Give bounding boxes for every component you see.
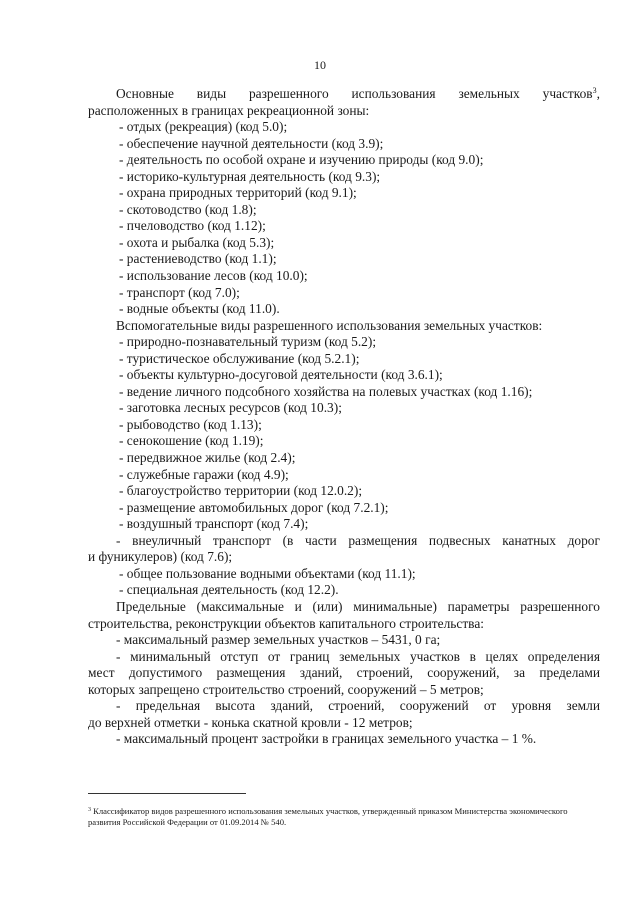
list-item: - скотоводство (код 1.8); [119,201,257,217]
list-item: - водные объекты (код 11.0). [119,301,280,317]
document-body [88,86,600,748]
list-item-continuation: и фуникулеров) (код 7.6); [88,549,233,565]
limits-heading: Предельные (максимальные и (или) минимальные) параметры разрешенного [116,598,600,614]
list-item: - рыбоводство (код 1.13); [119,416,262,432]
list-item: - историко-культурная деятельность (код 9.3); [119,168,381,184]
list-item: - пчеловодство (код 1.12); [119,218,266,234]
list-item: - объекты культурно-досуговой деятельности (код 3.6.1); [119,367,443,383]
list-item: - передвижное жилье (код 2.4); [119,450,296,466]
limits-heading-continuation: строительства, реконструкции объектов капитального строительства: [88,615,484,631]
intro-paragraph [88,86,600,103]
footnote-mark: 3 [88,807,91,813]
list-item: - воздушный транспорт (код 7.4); [119,516,309,532]
footnote-divider [88,793,246,794]
intro-continuation: расположенных в границах рекреационной зоны: [88,102,370,118]
list-item: - отдых (рекреация) (код 5.0); [119,119,288,135]
page-number: 10 [314,58,326,72]
intro-trail: , [596,86,600,101]
main-uses-list [88,119,600,318]
limit-indent-line2: мест допустимого размещения зданий, строений, сооружений, за пределами [88,665,600,681]
list-item: - размещение автомобильных дорог (код 7.2.1); [119,499,389,515]
list-item: - общее пользование водными объектами (код 11.1); [119,565,416,581]
limit-indent-line3: которых запрещено строительство строений, сооружений – 5 метров; [88,681,484,697]
limit-indent: - минимальный отступ от границ земельных участков в целях определения [116,648,600,664]
aux-uses-list [88,334,600,599]
list-item: - охрана природных территорий (код 9.1); [119,185,357,201]
list-item: - охота и рыбалка (код 5.3); [119,234,275,250]
footnote [88,806,600,828]
intro-text: Основные виды разрешенного использования земельных участков [116,86,593,101]
list-item: - благоустройство территории (код 12.0.2); [119,483,363,499]
list-item: - природно-познавательный туризм (код 5.2); [119,334,377,350]
limit-height-line2: до верхней отметки - конька скатной кровли - 12 метров; [88,714,413,730]
list-item: - обеспечение научной деятельности (код 3.9); [119,135,384,151]
list-item: - транспорт (код 7.0); [119,284,240,300]
limit-coverage: - максимальный процент застройки в границах земельного участка – 1 %. [116,731,537,747]
limit-max-size: - максимальный размер земельных участков – 5431, 0 га; [116,632,441,648]
list-item-wrapped: - внеуличный транспорт (в части размещения подвесных канатных дорог [116,532,600,548]
footnote-text-line2: развития Российской Федерации от 01.09.2014 № 540. [88,817,287,827]
footnote-reference: 3 [592,86,597,95]
list-item: - специальная деятельность (код 12.2). [119,582,339,598]
aux-heading: Вспомогательные виды разрешенного использования земельных участков: [116,317,543,333]
footnote-text: Классификатор видов разрешенного использования земельных участков, утвержденный приказом Министерства экономического [93,806,568,816]
list-item: - туристическое обслуживание (код 5.2.1); [119,350,360,366]
list-item: - ведение личного подсобного хозяйства на полевых участках (код 1.16); [119,383,533,399]
limit-height: - предельная высота зданий, строений, сооружений от уровня земли [116,698,600,714]
list-item: - сенокошение (код 1.19); [119,433,264,449]
list-item: - растениеводство (код 1.1); [119,251,277,267]
list-item: - деятельность по особой охране и изучению природы (код 9.0); [119,152,484,168]
list-item: - использование лесов (код 10.0); [119,268,308,284]
list-item: - служебные гаражи (код 4.9); [119,466,289,482]
list-item: - заготовка лесных ресурсов (код 10.3); [119,400,342,416]
